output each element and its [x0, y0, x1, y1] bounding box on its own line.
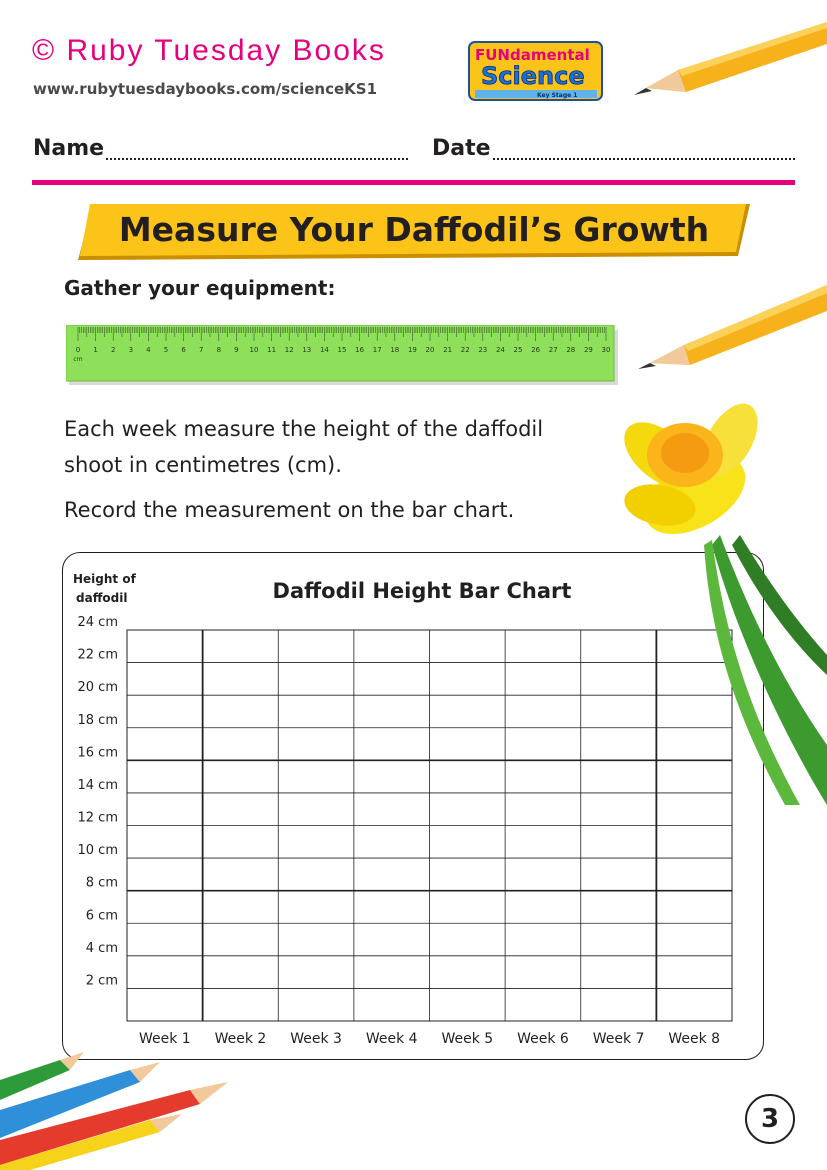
ruler-number: 23 [478, 346, 488, 354]
ruler-number: 5 [163, 346, 169, 354]
pencil-illustration [628, 10, 827, 105]
page-title: Measure Your Daffodil’s Growth [118, 210, 710, 249]
ruler-number: 19 [407, 346, 417, 354]
ruler-number: 24 [495, 346, 505, 354]
name-label: Name [33, 136, 105, 161]
ruler-number: 3 [128, 346, 134, 354]
logo-line3: Key Stage 1 [537, 92, 578, 99]
chart-title: Daffodil Height Bar Chart [272, 579, 572, 603]
website-url[interactable]: www.rubytuesdaybooks.com/scienceKS1 [33, 80, 378, 98]
ruler-number: 18 [390, 346, 400, 354]
ruler-number: 26 [531, 346, 541, 354]
ruler-number: 16 [355, 346, 365, 354]
ruler-number: 2 [110, 346, 116, 354]
y-tick-label: 6 cm [85, 908, 118, 924]
ruler-unit: cm [73, 356, 83, 363]
x-category-label: Week 4 [365, 1031, 418, 1047]
x-category-label: Week 5 [441, 1031, 494, 1047]
name-field[interactable] [106, 158, 408, 160]
ruler-number: 1 [93, 346, 98, 354]
ruler-number: 7 [198, 346, 204, 354]
y-axis-label-line1: Height of [73, 572, 136, 586]
ruler-number: 20 [425, 346, 435, 354]
ruler-number: 6 [181, 346, 186, 354]
ruler-number: 30 [601, 346, 611, 354]
pencil-illustration [628, 265, 827, 380]
x-category-label: Week 2 [214, 1031, 267, 1047]
ruler-number: 13 [302, 346, 312, 354]
ruler-illustration [66, 325, 618, 385]
fundamental-science-logo [467, 36, 604, 106]
y-tick-label: 20 cm [77, 680, 118, 696]
x-category-label: Week 7 [592, 1031, 645, 1047]
instruction-measure: Each week measure the height of the daffodil shoot in centimetres (cm). [64, 417, 544, 477]
x-category-label: Week 3 [290, 1031, 342, 1047]
ruler-number: 29 [583, 346, 593, 354]
daffodil-illustration [600, 385, 827, 805]
y-tick-label: 14 cm [77, 777, 118, 793]
ruler-number: 10 [249, 346, 259, 354]
date-field[interactable] [493, 158, 795, 160]
y-tick-label: 8 cm [85, 875, 118, 891]
colored-pencils-illustration [0, 1040, 240, 1170]
ruler-number: 17 [372, 346, 382, 354]
ruler-number: 25 [513, 346, 523, 354]
date-label: Date [432, 136, 491, 161]
y-tick-label: 18 cm [77, 712, 118, 728]
y-tick-label: 16 cm [77, 745, 118, 761]
x-category-label: Week 1 [138, 1031, 191, 1047]
logo-line1: FUNdamental [475, 46, 590, 64]
x-category-label: Week 6 [517, 1031, 569, 1047]
ruler-number: 12 [284, 346, 294, 354]
ruler-number: 9 [234, 346, 239, 354]
y-tick-label: 10 cm [77, 843, 118, 859]
ruler-number: 4 [146, 346, 151, 354]
y-tick-label: 2 cm [85, 973, 118, 989]
divider [32, 180, 795, 185]
ruler-number: 15 [337, 346, 347, 354]
page-number: 3 [745, 1094, 795, 1144]
ruler-number: 22 [460, 346, 470, 354]
logo-line2: Science [481, 62, 585, 90]
ruler-number: 14 [319, 346, 329, 354]
y-tick-label: 24 cm [77, 615, 118, 630]
ruler-number: 0 [75, 346, 81, 354]
y-tick-label: 4 cm [85, 940, 118, 956]
ruler-number: 27 [548, 346, 558, 354]
ruler-number: 11 [267, 346, 277, 354]
brand-name: © Ruby Tuesday Books [32, 34, 386, 67]
y-tick-label: 12 cm [77, 810, 118, 826]
ruler-number: 8 [216, 346, 222, 354]
ruler-number: 21 [443, 346, 453, 354]
x-category-label: Week 8 [668, 1031, 721, 1047]
instruction-record: Record the measurement on the bar chart. [64, 498, 515, 522]
equipment-heading: Gather your equipment: [64, 276, 336, 300]
ruler-number: 28 [566, 346, 576, 354]
y-axis-label-line2: daffodil [76, 591, 128, 605]
y-tick-label: 22 cm [77, 647, 118, 663]
